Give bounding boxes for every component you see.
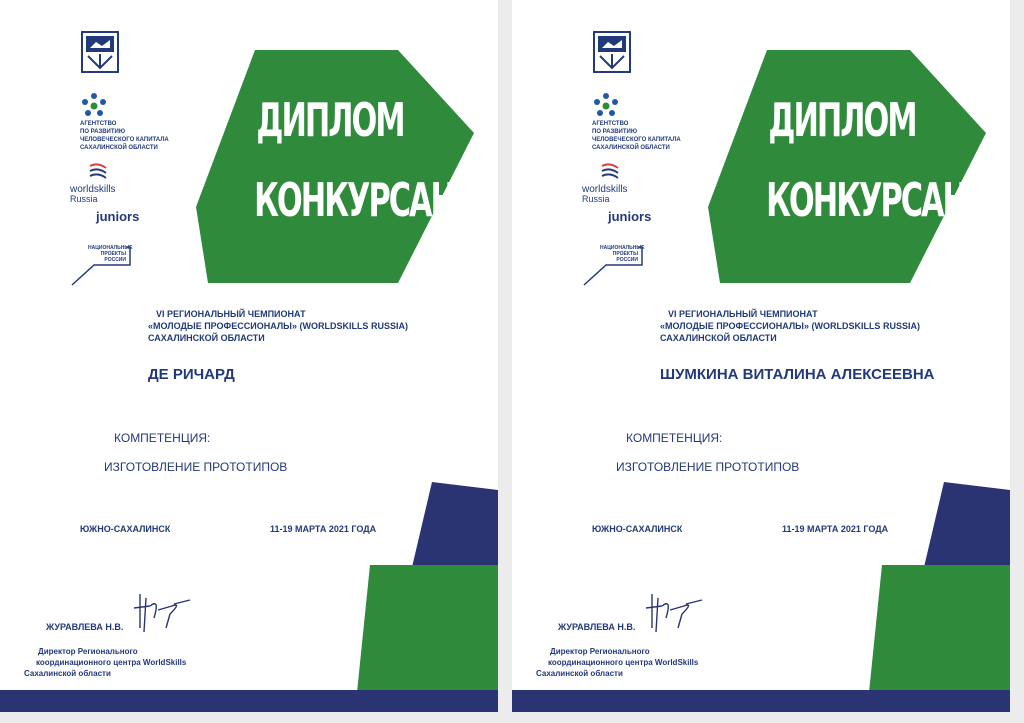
np-line: РОССИИ — [616, 257, 638, 263]
signer-name: ЖУРАВЛЕВА Н.В. — [46, 622, 124, 632]
signer-role — [536, 646, 748, 679]
np-line: ПРОЕКТЫ — [100, 251, 126, 257]
agency-line: ЧЕЛОВЕЧЕСКОГО КАПИТАЛА — [592, 137, 681, 143]
juniors-wordmark: juniors — [608, 209, 652, 224]
competence-value: ИЗГОТОВЛЕНИЕ ПРОТОТИПОВ — [616, 460, 800, 474]
national-projects-text — [600, 245, 645, 263]
agency-line: САХАЛИНСКОЙ ОБЛАСТИ — [80, 145, 158, 151]
competence-value: ИЗГОТОВЛЕНИЕ ПРОТОТИПОВ — [104, 460, 288, 474]
agency-logo-text — [592, 120, 702, 152]
diploma-title-line1: ДИПЛОМ — [768, 93, 916, 147]
competence-label: КОМПЕТЕНЦИЯ: — [114, 431, 211, 445]
signer-role-line: Сахалинской области — [24, 669, 111, 678]
recipient-name: ШУМКИНА ВИТАЛИНА АЛЕКСЕЕВНА — [660, 366, 935, 383]
agency-logo-text — [80, 120, 190, 152]
sakhalin-coat-of-arms-icon — [592, 30, 632, 74]
worldskills-icon — [88, 162, 108, 180]
np-line: НАЦИОНАЛЬНЫЕ — [600, 245, 645, 251]
event-city: ЮЖНО-САХАЛИНСК — [80, 524, 171, 534]
agency-line: ЧЕЛОВЕЧЕСКОГО КАПИТАЛА — [80, 137, 169, 143]
signer-role — [24, 646, 236, 679]
recipient-name: ДЕ РИЧАРД — [148, 366, 235, 383]
agency-line: САХАЛИНСКОЙ ОБЛАСТИ — [592, 145, 670, 151]
signer-role-line: Директор Регионального — [38, 647, 138, 656]
diploma-title-line2: КОНКУРСАНТА — [254, 173, 495, 227]
worldskills-wordmark: worldskills — [70, 184, 116, 195]
signature-icon — [632, 588, 704, 636]
agency-line: ПО РАЗВИТИЮ — [80, 129, 126, 135]
diploma-sheet-1 — [0, 0, 498, 712]
signer-name: ЖУРАВЛЕВА Н.В. — [558, 622, 636, 632]
event-dates: 11-19 МАРТА 2021 ГОДА — [782, 524, 889, 534]
national-projects-text — [88, 245, 133, 263]
juniors-wordmark: juniors — [96, 209, 140, 224]
championship-title — [660, 308, 960, 344]
event-city: ЮЖНО-САХАЛИНСК — [592, 524, 683, 534]
np-line: ПРОЕКТЫ — [612, 251, 638, 257]
agency-line: АГЕНТСТВО — [80, 121, 117, 127]
diploma-sheet-2 — [512, 0, 1010, 712]
worldskills-wordmark: worldskills — [582, 184, 628, 195]
diploma-title-line2: КОНКУРСАНТА — [766, 173, 1007, 227]
signer-role-line: координационного центра WorldSkills — [548, 658, 699, 667]
agency-line: ПО РАЗВИТИЮ — [592, 129, 638, 135]
sakhalin-coat-of-arms-icon — [80, 30, 120, 74]
worldskills-russia-wordmark: Russia — [70, 194, 98, 204]
signer-role-line: Сахалинской области — [536, 669, 623, 678]
championship-line: «МОЛОДЫЕ ПРОФЕССИОНАЛЫ» (WORLDSKILLS RUSSIA) — [148, 321, 408, 331]
competence-label: КОМПЕТЕНЦИЯ: — [626, 431, 723, 445]
championship-line: VI РЕГИОНАЛЬНЫЙ ЧЕМПИОНАТ — [668, 309, 818, 319]
agency-line: АГЕНТСТВО — [592, 121, 629, 127]
worldskills-icon — [600, 162, 620, 180]
np-line: НАЦИОНАЛЬНЫЕ — [88, 245, 133, 251]
diploma-title-line1: ДИПЛОМ — [256, 93, 404, 147]
green-decoration — [512, 0, 1010, 712]
championship-line: «МОЛОДЫЕ ПРОФЕССИОНАЛЫ» (WORLDSKILLS RUSSIA) — [660, 321, 920, 331]
signer-role-line: координационного центра WorldSkills — [36, 658, 187, 667]
worldskills-russia-wordmark: Russia — [582, 194, 610, 204]
signer-role-line: Директор Регионального — [550, 647, 650, 656]
event-dates: 11-19 МАРТА 2021 ГОДА — [270, 524, 377, 534]
championship-title — [148, 308, 448, 344]
championship-line: САХАЛИНСКОЙ ОБЛАСТИ — [148, 333, 265, 343]
signature-icon — [120, 588, 192, 636]
agency-human-capital-icon — [592, 92, 620, 118]
np-line: РОССИИ — [104, 257, 126, 263]
green-decoration — [0, 0, 498, 712]
championship-line: САХАЛИНСКОЙ ОБЛАСТИ — [660, 333, 777, 343]
championship-line: VI РЕГИОНАЛЬНЫЙ ЧЕМПИОНАТ — [156, 309, 306, 319]
agency-human-capital-icon — [80, 92, 108, 118]
